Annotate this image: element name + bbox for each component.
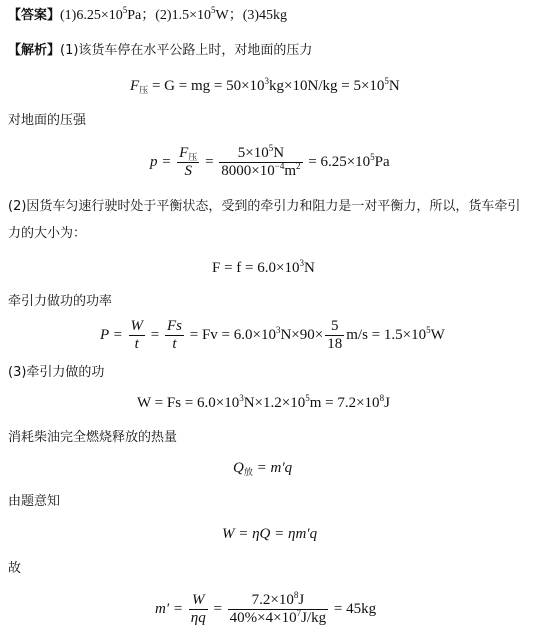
power-label: 牵引力做功的功率 [8,294,113,309]
equation-pressure: p = $\frac{F_压}{S}$ = $\frac{5\times 10^5N}{8000\times 10^{-4}m^2}$ = $6.25\times 10^5Pa$ [150,143,390,179]
answer-part1: $(1)6.25\times 10^5Pa$ [60,5,142,23]
fraction-Fs-over-t: $\frac{Fs}{t}$ [166,318,182,352]
part3-label: (3)牵引力做的功 [8,365,105,380]
answer-part2: ；$(2)1.5\times 10^5W$；(3)45kg [141,5,288,23]
fraction-5-over-18: $\frac{5}{18}$ [327,318,343,352]
answer-line [8,7,287,25]
known-label: 由题意知 [8,494,61,509]
equation-efficiency: W = ηQ = ηm′q [222,526,318,542]
analysis-label: 【解析】 [8,43,61,58]
pressure-label: 对地面的压强 [8,113,87,128]
equation-heat: $Q_放 = m'q$ [233,460,293,477]
equation-pressure-force: $F_压 = G$ = mg = $50\times 10^3kg\times 10N/kg = 5\times 10^5N$ [130,76,400,95]
equation-work: $W = Fs = 6.0\times 10^3N\times 1.2\times 10^5m = 7.2\times 10^8J$ [137,393,390,411]
heat-label: 消耗柴油完全燃烧释放的热量 [8,430,178,445]
fraction-W-over-eta-q: $\frac{W}{\eta q}$ [190,592,206,626]
fraction-mass-values: $\frac{7.2\times 10^8J}{40\%\times 4\times 10^7J/kg}$ [229,590,327,626]
therefore-label: 故 [8,561,22,576]
answer-label: 【答案】 [8,8,61,23]
fraction-W-over-t: $\frac{W}{t}$ [130,318,144,352]
equation-power: P = $\frac{W}{t}$ = $\frac{Fs}{t}$ = $Fv = 6.0\times 10^3N\times 90\times$ $\frac{5}{18}$ $m/s = 1.5\times 10^5W$ [100,318,445,352]
part2-line1: (2)因货车匀速行驶时处于平衡状态，受到的牵引力和阻力是一对平衡力，所以，货车牵引 [8,199,521,214]
part2-line2: 力的大小为： [8,226,87,241]
equation-traction-force: $F = f = 6.0\times 10^3N$ [212,258,315,276]
fraction-F-over-S: $\frac{F_压}{S}$ [179,145,198,179]
analysis-intro: (1)该货车停在水平公路上时，对地面的压力 [60,43,313,58]
equation-mass: m′ = $\frac{W}{\eta q}$ = $\frac{7.2\times 10^8J}{40\%\times 4\times 10^7J/kg}$ = 45kg [155,590,377,626]
analysis-intro-line [8,42,312,60]
fraction-pressure-values: $\frac{5\times 10^5N}{8000\times 10^{-4}m^2}$ [221,143,301,179]
